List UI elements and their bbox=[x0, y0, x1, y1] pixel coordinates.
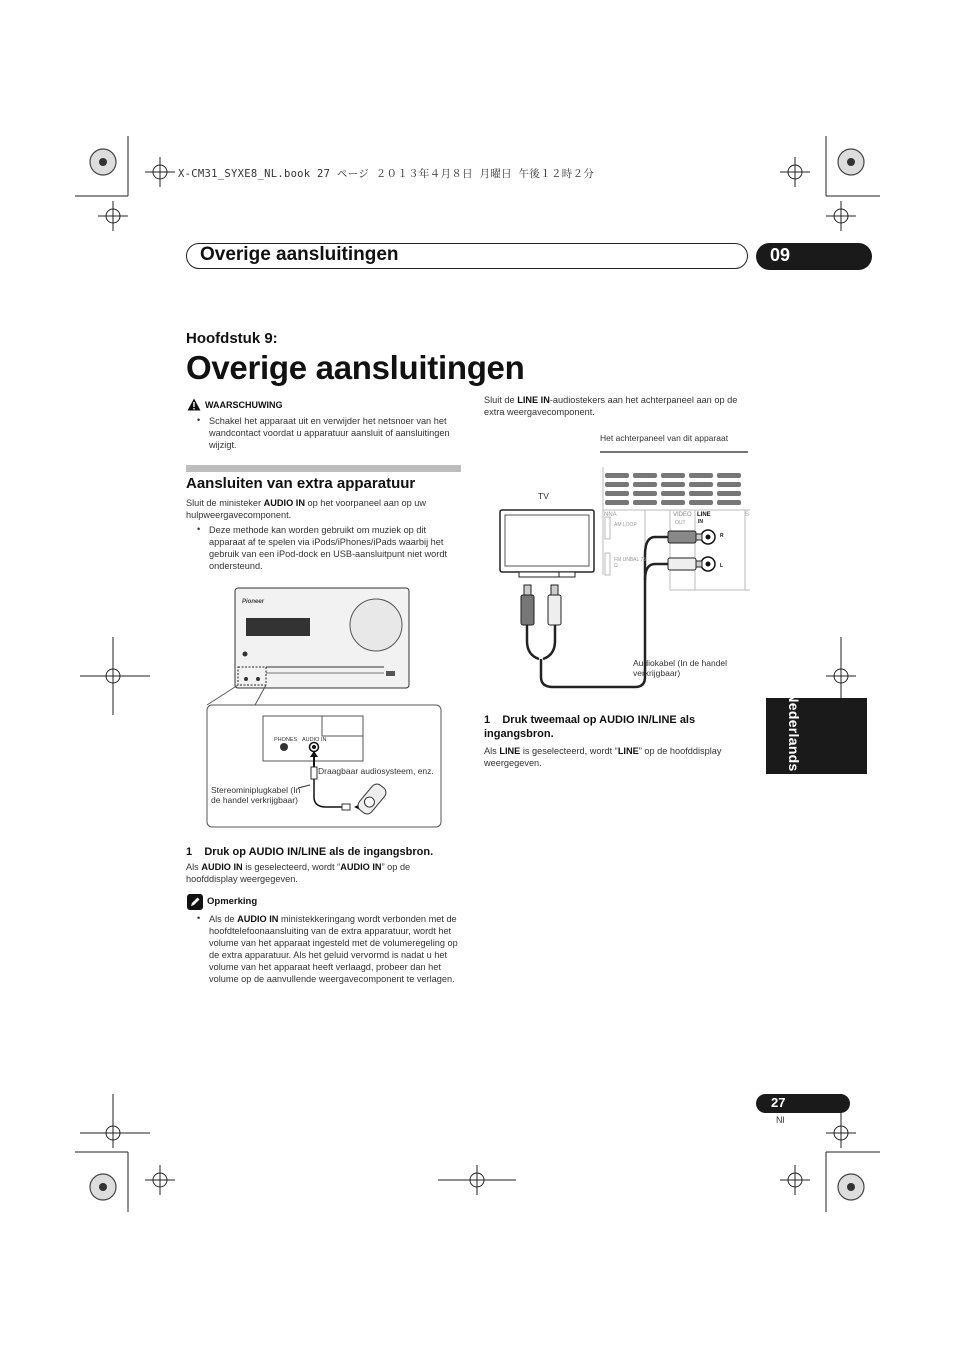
line-label: LINE bbox=[697, 512, 711, 518]
antenna-label: NNA bbox=[604, 512, 617, 518]
fm-label: FM UNBAL 75 Ω bbox=[614, 557, 647, 569]
section-divider bbox=[186, 465, 461, 472]
svg-text:Pioneer: Pioneer bbox=[242, 599, 265, 605]
video-out-label: OUT bbox=[675, 520, 686, 526]
warning-text: Schakel het apparaat uit en verwijder het netsnoer van het wandcontact voordat u apparatuur aansluit of aansluitingen wijzigt. bbox=[209, 416, 450, 450]
header-title: Overige aansluitingen bbox=[200, 244, 399, 265]
language-tab-label: Nederlands bbox=[786, 692, 802, 772]
page-language: Nl bbox=[776, 1115, 785, 1125]
chapter-number: 09 bbox=[770, 245, 791, 265]
warning-label: WAARSCHUWING bbox=[205, 400, 283, 410]
bullet-dot: • bbox=[197, 415, 201, 425]
left-channel-label: L bbox=[720, 563, 724, 569]
chapter-label: Hoofdstuk 9: bbox=[186, 330, 278, 347]
section-intro: Sluit de ministeker AUDIO IN op het voorpaneel aan op uw hulpweergavecomponent. bbox=[186, 498, 427, 520]
rear-panel-caption: Het achterpaneel van dit apparaat bbox=[600, 433, 729, 443]
speaker-label: S bbox=[745, 512, 750, 518]
page-number: 27 bbox=[771, 1095, 786, 1110]
page-title: Overige aansluitingen bbox=[186, 349, 525, 386]
line-in-label: IN bbox=[698, 519, 703, 525]
warning-icon bbox=[187, 398, 201, 411]
step-left: 1 Druk op AUDIO IN/LINE als de ingangsbron. bbox=[186, 846, 434, 858]
right-channel-label: R bbox=[720, 533, 724, 539]
section-bullet: Deze methode kan worden gebruikt om muziek op dit apparaat af te spelen via iPods/iPhones/iPads waarbij het gebruik van een iPod-dock en USB-aansluitpunt niet wordt ondersteund. bbox=[209, 525, 447, 571]
tv-label: TV bbox=[538, 491, 549, 501]
note-label: Opmerking bbox=[207, 896, 258, 907]
bullet-dot: • bbox=[197, 913, 201, 923]
step-right-description: Als LINE is geselecteerd, wordt “LINE” op de hoofddisplay weergegeven. bbox=[484, 746, 722, 768]
rca-cable-caption: Audiokabel (In de handel verkrijgbaar) bbox=[633, 658, 728, 678]
minijack-cable-caption: Stereominiplugkabel (In de handel verkrijgbaar) bbox=[211, 785, 301, 805]
note-pencil-icon bbox=[187, 894, 203, 910]
step-right: 1 Druk tweemaal op AUDIO IN/LINE als ingangsbron. bbox=[484, 714, 696, 740]
section-title: Aansluiten van extra apparatuur bbox=[186, 475, 416, 492]
print-header: X-CM31_SYXE8_NL.book 27 ページ ２０１３年４月８日 月曜日 午後１２時２分 bbox=[178, 168, 595, 180]
phones-label: PHONES bbox=[274, 737, 298, 743]
note-text: Als de AUDIO IN ministekkeringang wordt verbonden met de hoofdtelefoonaansluiting van de extra apparatuur, wordt het volume van het apparaat ingesteld met de volumeregeling op de extra apparatuur. Als het geluid vervormd is nadat u het volume van het apparaat heeft verlaagd, probeer dan het volume op de aanvullende weergavecomponent te verlagen. bbox=[209, 914, 458, 984]
bullet-dot: • bbox=[197, 524, 201, 534]
right-intro: Sluit de LINE IN-audiostekers aan het achterpaneel aan op de extra weergavecomponent. bbox=[484, 395, 738, 417]
portable-caption: Draagbaar audiosysteem, enz. bbox=[318, 766, 434, 776]
am-loop-label: AM LOOP bbox=[614, 522, 637, 528]
language-tab bbox=[766, 698, 867, 774]
audio-in-label: AUDIO IN bbox=[302, 737, 327, 743]
step-left-description: Als AUDIO IN is geselecteerd, wordt “AUDIO IN” op de hoofddisplay weergegeven. bbox=[186, 862, 411, 884]
video-label: VIDEO bbox=[673, 512, 692, 518]
